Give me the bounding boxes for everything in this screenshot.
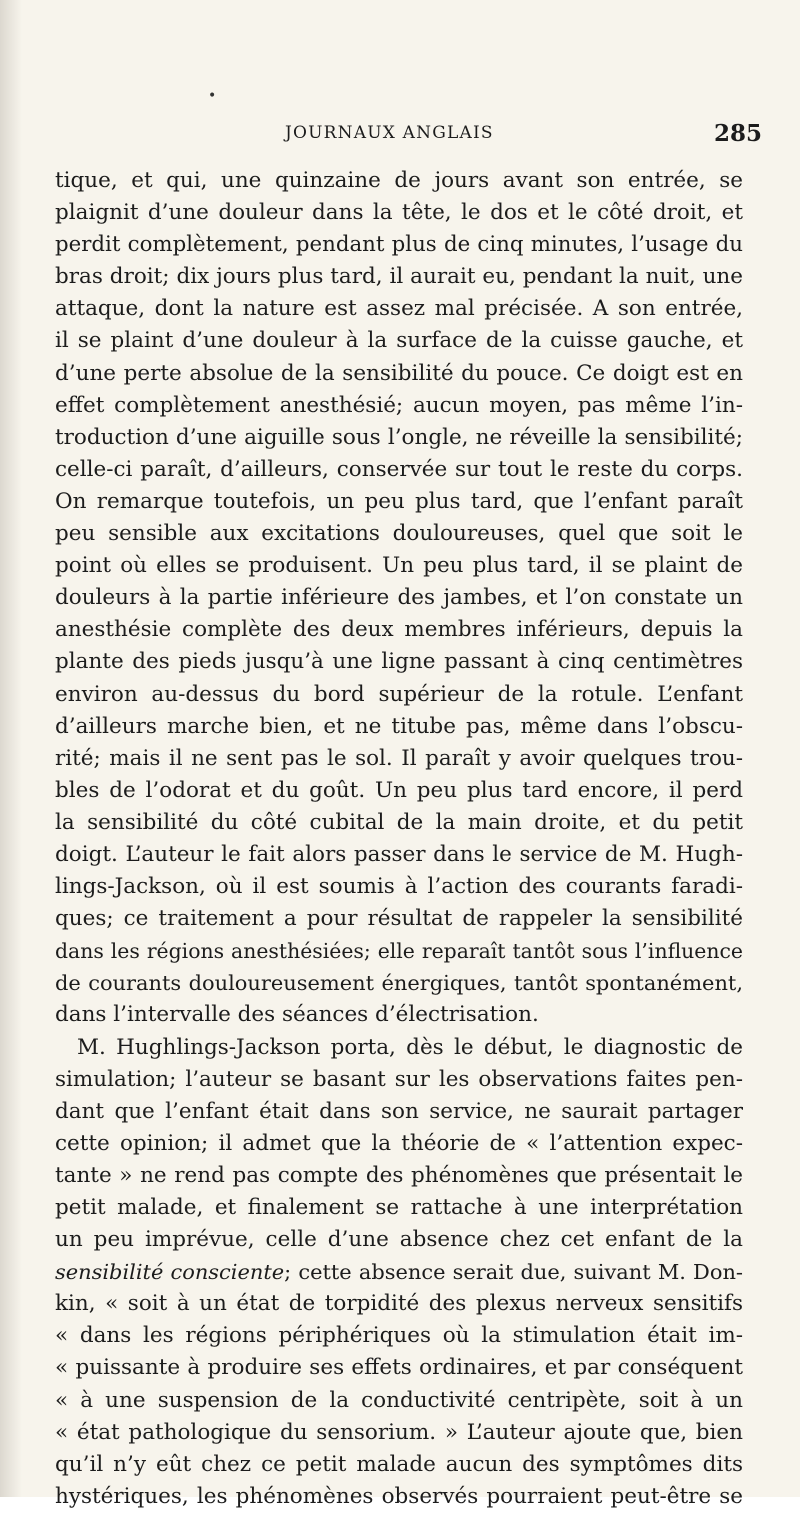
text-line: dans les régions anesthésiées; elle reparaît tantôt sous l’influence [55,939,743,964]
text-line: plante des pieds jusqu’à une ligne passant à cinq centimètres [55,649,743,675]
text-line: lings-Jackson, où il est soumis à l’action des courants faradi- [55,874,743,900]
text-line: tante » ne rend pas compte des phénomènes que présentait le [55,1162,743,1188]
text-line: rité; mais il ne sent pas le sol. Il paraît y avoir quelques trou- [55,745,743,771]
text-line-rest: ; cette absence serait due, suivant M. Don- [284,1260,743,1285]
text-line: « puissante à produire ses effets ordinaires, et par conséquent [55,1355,743,1381]
text-line: ques; ce traitement a pour résultat de rappeler la sensibilité [55,906,743,932]
text-line: effet complètement anesthésié; aucun moyen, pas même l’in- [55,392,743,418]
text-line: qu’il n’y eût chez ce petit malade aucun des symptômes dits [55,1451,743,1477]
text-line: « dans les régions périphériques où la stimulation était im- [55,1323,743,1349]
text-line: anesthésie complète des deux membres inférieurs, depuis la [55,617,743,643]
text-line: point où elles se produisent. Un peu plus tard, il se plaint de [55,553,743,579]
text-line: un peu imprévue, celle d’une absence chez cet enfant de la [55,1227,743,1253]
running-title: JOURNAUX ANGLAIS [285,123,494,143]
text-line: cette opinion; il admet que la théorie de « l’attention expec- [55,1130,743,1156]
text-line: perdit complètement, pendant plus de cinq minutes, l’usage du [55,232,743,258]
text-line: il se plaint d’une douleur à la surface de la cuisse gauche, et [55,328,743,354]
text-line: troduction d’une aiguille sous l’ongle, ne réveille la sensibilité; [55,424,743,450]
text-line: la sensibilité du côté cubital de la main droite, et du petit [55,809,743,835]
text-line: petit malade, et finalement se rattache à une interprétation [55,1195,743,1220]
body-text [55,165,743,1513]
text-line: douleurs à la partie inférieure des jambes, et l’on constate un [55,585,743,611]
text-line: de courants douloureusement énergiques, tantôt spontanément, [55,971,743,996]
text-line: d’une perte absolue de la sensibilité du pouce. Ce doigt est en [55,360,743,386]
text-line: bras droit; dix jours plus tard, il aurait eu, pendant la nuit, une [55,264,743,290]
text-line: hystériques, les phénomènes observés pourraient peut-être se [55,1483,743,1509]
text-line: peu sensible aux excitations douloureuses, quel que soit le [55,521,743,547]
text-line: M. Hughlings-Jackson porta, dès le début, le diagnostic de [77,1034,743,1060]
page-header [55,120,762,153]
text-line [55,1256,743,1288]
text-line: « état pathologique du sensorium. » L’auteur ajoute que, bien [55,1419,743,1445]
text-line: dant que l’enfant était dans son service, ne saurait partager [55,1098,743,1124]
text-line: simulation; l’auteur se basant sur les observations faites pen- [55,1066,743,1092]
text-line: environ au-dessus du bord supérieur de la rotule. L’enfant [55,681,743,707]
text-line: d’ailleurs marche bien, et ne titube pas, même dans l’obscu- [55,713,743,739]
text-line: plaignit d’une douleur dans la tête, le dos et le côté droit, et [55,200,743,226]
page-edge-shadow [0,0,22,1497]
text-line: « à une suspension de la conductivité centripète, soit à un [55,1387,743,1413]
text-line: celle-ci paraît, d’ailleurs, conservée sur tout le reste du corps. [55,456,743,482]
text-line: dans l’intervalle des séances d’électrisation. [55,1002,539,1028]
text-line: doigt. L’auteur le fait alors passer dans le service de M. Hugh- [55,841,743,867]
page-number: 285 [713,120,762,147]
text-line: bles de l’odorat et du goût. Un peu plus tard encore, il perd [55,777,743,803]
text-line: tique, et qui, une quinzaine de jours avant son entrée, se [55,168,743,193]
text-line: attaque, dont la nature est assez mal précisée. A son entrée, [55,296,743,322]
italic-phrase: sensibilité consciente [55,1260,285,1285]
text-line: On remarque toutefois, un peu plus tard, que l’enfant paraît [55,488,743,514]
text-line: kin, « soit à un état de torpidité des plexus nerveux sensitifs [55,1291,743,1317]
ink-mark: • [208,88,217,104]
